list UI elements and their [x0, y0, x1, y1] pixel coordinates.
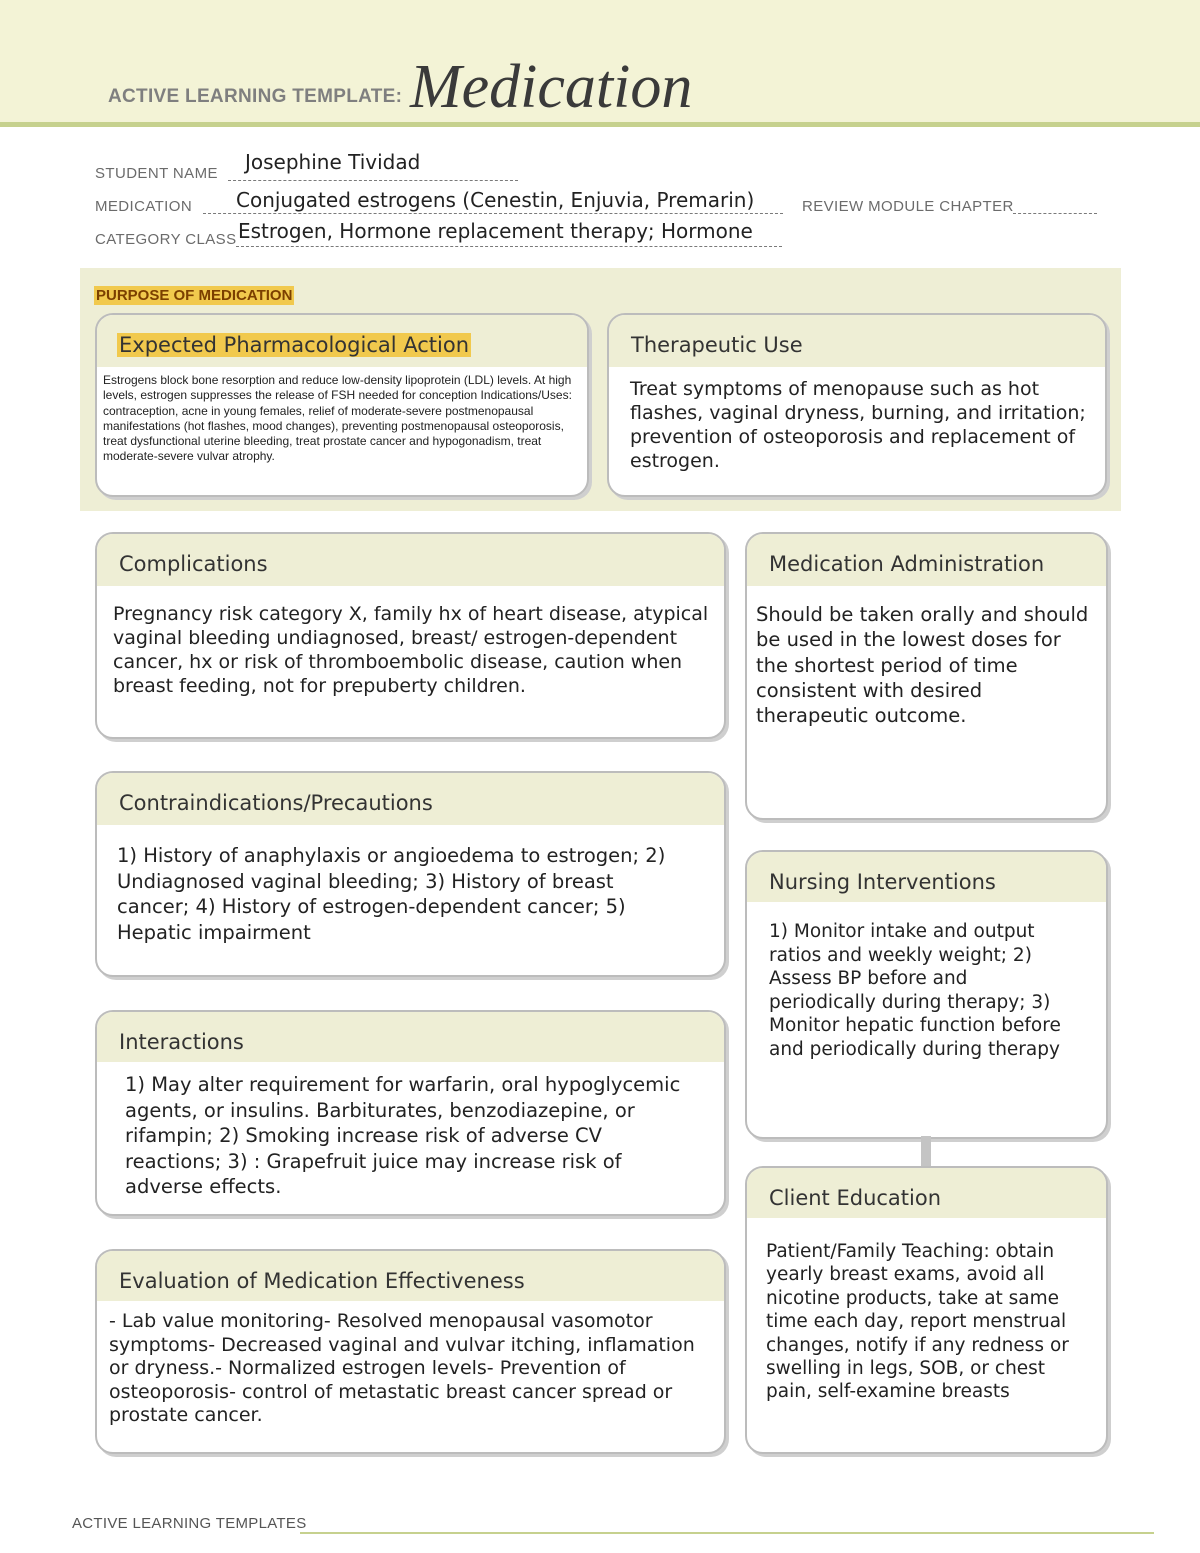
- evaluation-box: [95, 1249, 726, 1454]
- connector-bar: [921, 1136, 931, 1167]
- client-education-title: Client Education: [769, 1186, 942, 1210]
- client-education-box: [745, 1166, 1108, 1454]
- therapeutic-use-title: Therapeutic Use: [631, 333, 803, 357]
- interactions-text[interactable]: 1) May alter requirement for warfarin, oral hypoglycemic agents, or insulins. Barbiturates, benzodiazepine, or rifampin; 2) Smoking increase risk of adverse CV reactions; 3) : Grapefruit juice may increase risk of adverse effects.: [125, 1073, 681, 1198]
- medication-administration-box: [745, 532, 1108, 820]
- header-rule: [0, 122, 1200, 127]
- contraindications-title: Contraindications/Precautions: [119, 791, 433, 815]
- category-class-label: CATEGORY CLASS: [95, 231, 237, 248]
- nursing-interventions-title: Nursing Interventions: [769, 870, 996, 894]
- review-module-line: [1013, 213, 1097, 214]
- student-name-field[interactable]: Josephine Tividad: [245, 150, 421, 174]
- footer-rule: [300, 1532, 1154, 1534]
- complications-box: [95, 532, 726, 739]
- evaluation-text[interactable]: - Lab value monitoring- Resolved menopausal vasomotor symptoms- Decreased vaginal and vulvar itching, inflamation or dryness.- Normalized estrogen levels- Prevention of osteoporosis- control of metastatic breast cancer spread or prostate cancer.: [109, 1310, 695, 1426]
- footer-label: ACTIVE LEARNING TEMPLATES: [72, 1515, 307, 1532]
- therapeutic-use-box: [607, 313, 1107, 497]
- purpose-label: PURPOSE OF MEDICATION: [96, 287, 293, 304]
- category-class-line: [236, 246, 782, 247]
- nursing-interventions-text[interactable]: 1) Monitor intake and output ratios and weekly weight; 2) Assess BP before and periodically during therapy; 3) Monitor hepatic function before and periodically during therapy: [769, 921, 1061, 1060]
- interactions-box: [95, 1010, 726, 1216]
- complications-title: Complications: [119, 552, 268, 576]
- contraindications-text[interactable]: 1) History of anaphylaxis or angioedema to estrogen; 2) Undiagnosed vaginal bleeding; 3) History of breast cancer; 4) History of estrogen-dependent cancer; 5) Hepatic impairment: [117, 844, 666, 944]
- template-label: ACTIVE LEARNING TEMPLATE:: [108, 86, 403, 107]
- contraindications-box: [95, 771, 726, 977]
- review-module-label: REVIEW MODULE CHAPTER: [802, 198, 1014, 215]
- student-name-label: STUDENT NAME: [95, 165, 218, 182]
- medication-field[interactable]: Conjugated estrogens (Cenestin, Enjuvia, Premarin): [236, 188, 755, 212]
- category-class-field[interactable]: Estrogen, Hormone replacement therapy; Hormone: [238, 219, 753, 243]
- therapeutic-use-text[interactable]: Treat symptoms of menopause such as hot flashes, vaginal dryness, burning, and irritation; prevention of osteoporosis and replacement of estrogen.: [630, 378, 1086, 472]
- interactions-title: Interactions: [119, 1030, 244, 1054]
- medication-administration-title: Medication Administration: [769, 552, 1045, 576]
- nursing-interventions-box: [745, 850, 1108, 1139]
- evaluation-title: Evaluation of Medication Effectiveness: [119, 1269, 525, 1293]
- client-education-text[interactable]: Patient/Family Teaching: obtain yearly breast exams, avoid all nicotine products, take at same time each day, report menstrual changes, notify if any redness or swelling in legs, SOB, or chest pain, self-examine breasts: [766, 1241, 1069, 1403]
- page-title: Medication: [410, 53, 693, 121]
- expected-action-text[interactable]: Estrogens block bone resorption and reduce low-density lipoprotein (LDL) levels. At high levels, estrogen suppresses the release of FSH needed for conception Indications/Uses: contraception, acne in young females, relief of moderate-severe postmenopausal manifestations (hot flashes, mood changes), preventing postmenopausal osteoporosis, treat dysfunctional uterine bleeding, treat prostate cancer and hypogonadism, treat moderate-severe vulvar atrophy.: [103, 373, 572, 464]
- expected-action-box: [95, 313, 589, 497]
- medication-administration-text[interactable]: Should be taken orally and should be used in the lowest doses for the shortest period of time consistent with desired therapeutic outcome.: [756, 603, 1089, 728]
- complications-text[interactable]: Pregnancy risk category X, family hx of heart disease, atypical vaginal bleeding undiagnosed, breast/ estrogen-dependent cancer, hx or risk of thromboembolic disease, caution when breast feeding, not for prepuberty children.: [113, 603, 709, 697]
- medication-label: MEDICATION: [95, 198, 193, 215]
- medication-line: [203, 213, 783, 214]
- expected-action-title: Expected Pharmacological Action: [119, 333, 470, 357]
- student-name-line: [228, 180, 518, 181]
